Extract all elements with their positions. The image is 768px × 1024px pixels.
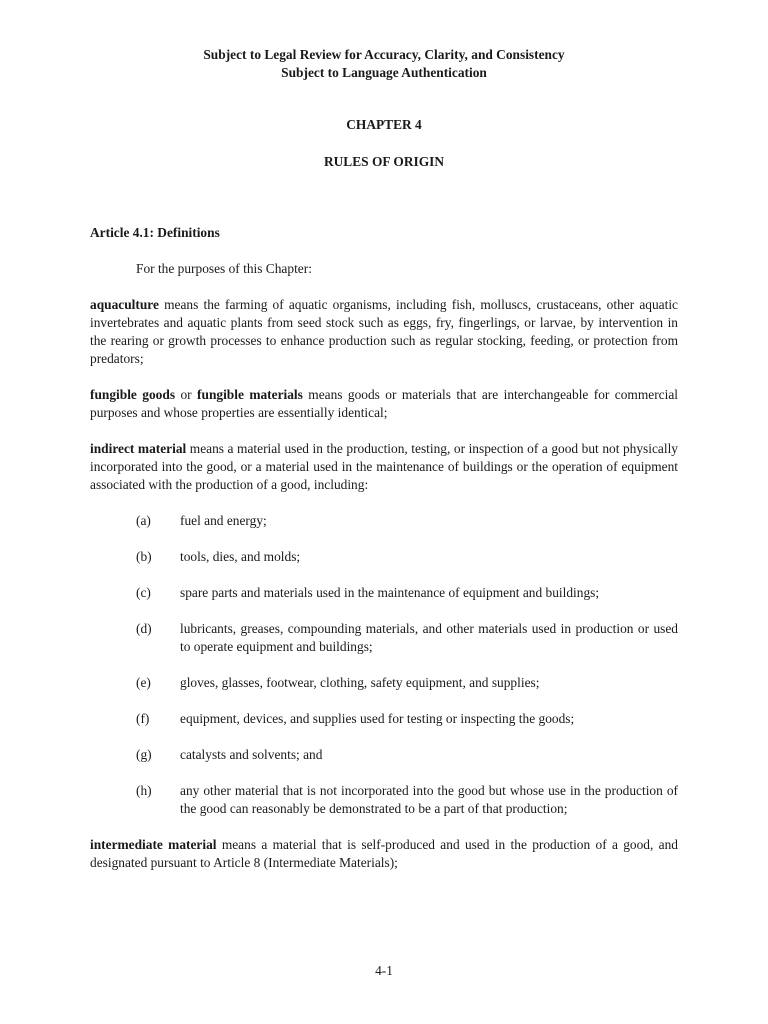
list-item-label: (f) <box>136 711 150 726</box>
list-item-text: spare parts and materials used in the maintenance of equipment and buildings; <box>180 585 600 600</box>
definition-term: fungible goods <box>90 387 176 402</box>
list-item-text: fuel and energy; <box>180 513 267 528</box>
list-item-label: (d) <box>136 621 152 636</box>
definition-term: indirect material <box>90 441 187 456</box>
list-item <box>90 746 678 764</box>
header-line-language-authentication: Subject to Language Authentication <box>281 65 487 80</box>
list-item <box>90 620 678 656</box>
list-item-label: (a) <box>136 513 151 528</box>
definition-term: aquaculture <box>90 297 159 312</box>
list-item-text: lubricants, greases, compounding materials, and other materials used in production or used to operate equipment and buildings; <box>180 621 678 654</box>
list-item-text: tools, dies, and molds; <box>180 549 301 564</box>
chapter-title: RULES OF ORIGIN <box>323 154 445 169</box>
header-line-legal-review: Subject to Legal Review for Accuracy, Clarity, and Consistency <box>203 47 565 62</box>
list-item <box>90 584 678 602</box>
list-item-text: catalysts and solvents; and <box>180 747 323 762</box>
list-item-label: (h) <box>136 783 152 798</box>
review-header <box>0 46 768 82</box>
definition-text: means the farming of aquatic organisms, including fish, molluscs, crustaceans, other aquatic invertebrates and aquatic plants from seed stock such as eggs, fry, fingerlings, or larvae, by intervention in the rearing or growth processes to enhance production such as regular stocking, feeding, or protection from predators; <box>90 297 678 366</box>
definition-indirect-material <box>90 440 678 494</box>
list-item-text: gloves, glasses, footwear, clothing, safety equipment, and supplies; <box>180 675 540 690</box>
definition-fungible <box>90 386 678 422</box>
definition-connector: or <box>175 387 198 402</box>
indirect-material-list <box>90 512 678 818</box>
article-heading: Article 4.1: Definitions <box>90 225 220 240</box>
list-item <box>90 512 678 530</box>
chapter-number: CHAPTER 4 <box>346 117 422 132</box>
list-item <box>90 710 678 728</box>
list-item-text: equipment, devices, and supplies used for testing or inspecting the goods; <box>180 711 575 726</box>
list-item <box>90 674 678 692</box>
definition-text: means a material used in the production, testing, or inspection of a good but not physically incorporated into the good, or a material used in the maintenance of buildings or the operation of equipment associated with the production of a good, including: <box>90 441 679 492</box>
list-item-label: (e) <box>136 675 151 690</box>
definition-text: means a material that is self-produced and used in the production of a good, and designated pursuant to Article 8 (Intermediate Materials); <box>90 837 678 870</box>
list-item-label: (g) <box>136 747 152 762</box>
definition-text: means goods or materials that are interchangeable for commercial purposes and whose properties are essentially identical; <box>90 387 678 420</box>
definition-term: intermediate material <box>90 837 217 852</box>
definition-aquaculture <box>90 296 678 368</box>
page-number: 4-1 <box>375 963 393 978</box>
article-intro: For the purposes of this Chapter: <box>136 261 312 276</box>
definition-intermediate-material <box>90 836 678 872</box>
list-item-text: any other material that is not incorporated into the good but whose use in the production of the good can reasonably be demonstrated to be a part of that production; <box>180 783 678 816</box>
document-body <box>90 224 678 872</box>
list-item <box>90 782 678 818</box>
definition-term: fungible materials <box>197 387 303 402</box>
list-item <box>90 548 678 566</box>
list-item-label: (b) <box>136 549 152 564</box>
list-item-label: (c) <box>136 585 151 600</box>
